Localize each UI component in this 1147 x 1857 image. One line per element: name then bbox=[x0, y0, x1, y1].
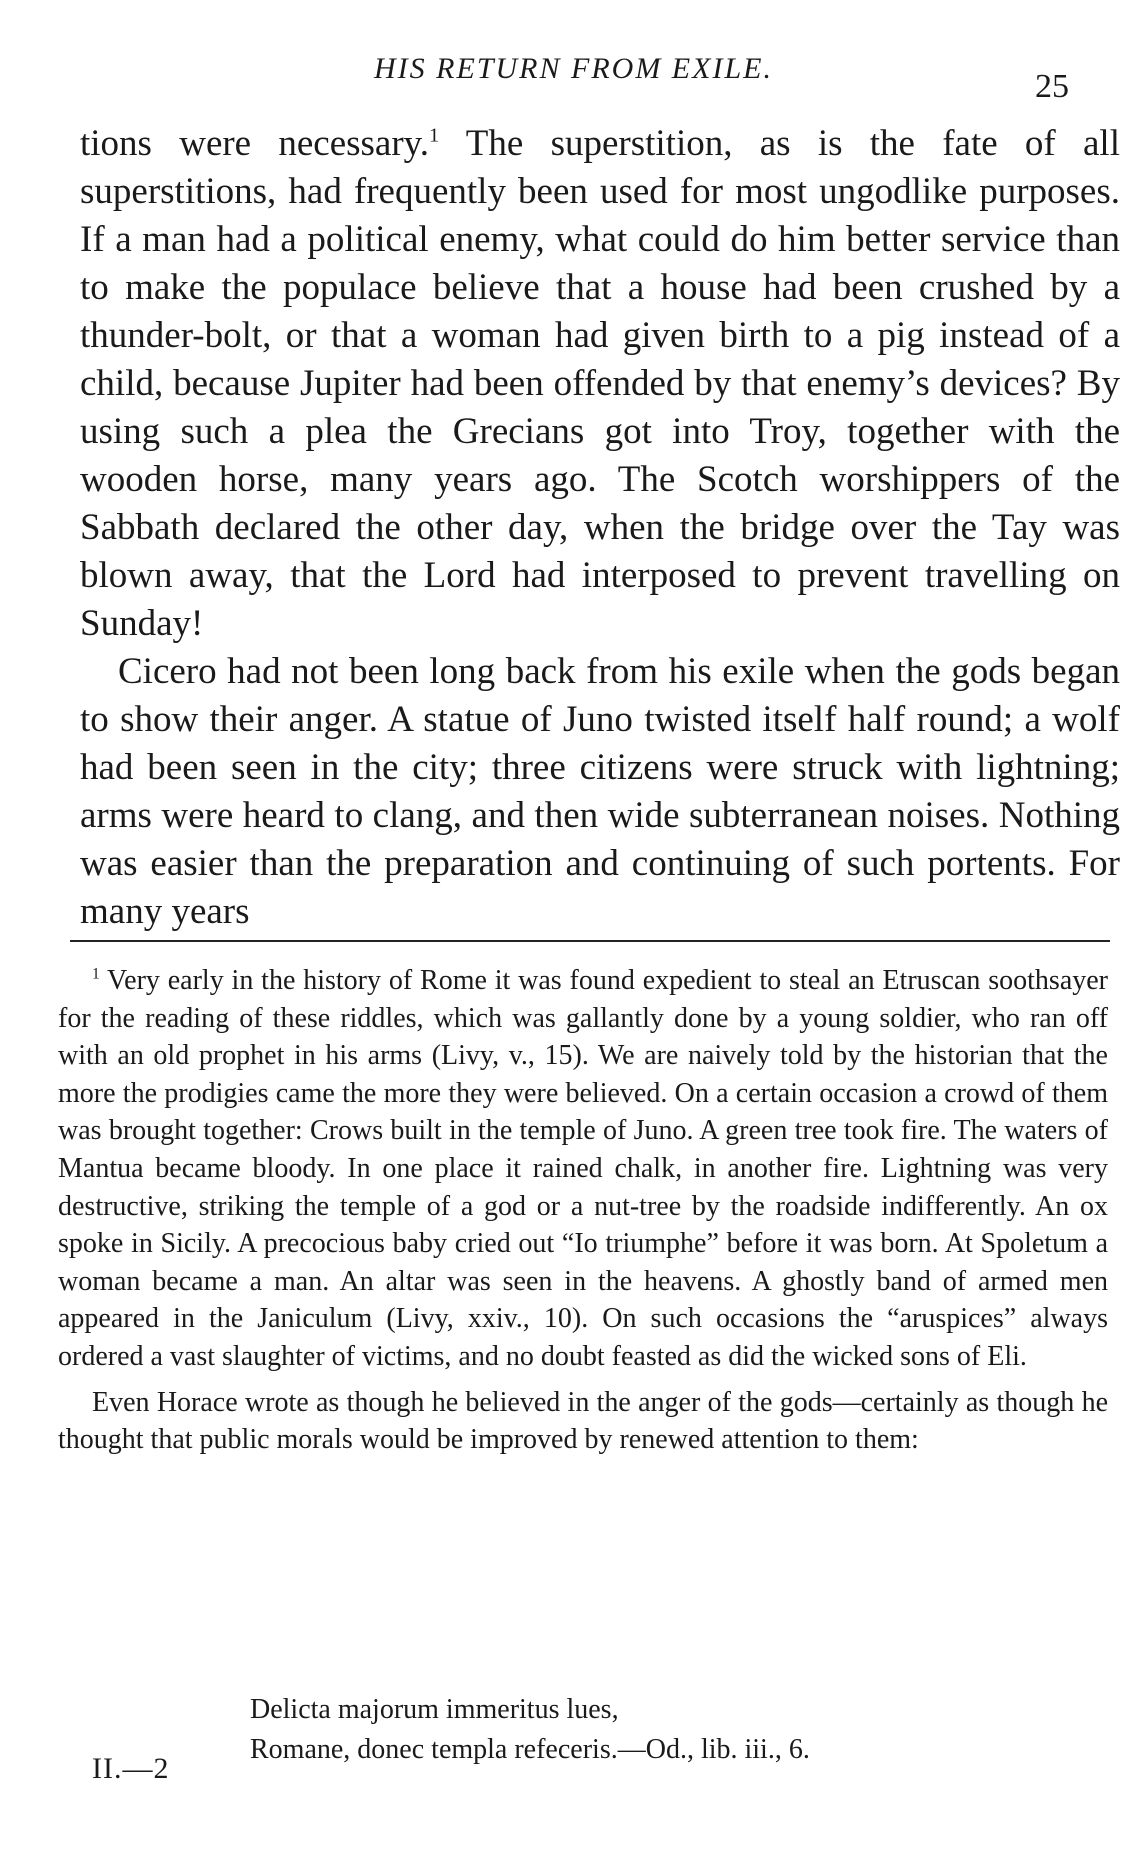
paragraph-1-rest: The superstition, as is the fate of all superstitions, had frequently been used for most ungodlike purposes. If a man had a political enemy, what could do him better service than to make the populace believe that a house had been crushed by a thunder-bolt, or that a woman had given birth to a pig instead of a child, because Jupiter had been offended by that enemy’s devices? By using such a plea the Grecians got into Troy, together with the wooden horse, many years ago. The Scotch worshippers of the Sabbath declared the other day, when the bridge over the Tay was blown away, that the Lord had interposed to prevent travelling on Sunday! bbox=[80, 123, 1120, 644]
verse-line-1: Delicta majorum immeritus lues, bbox=[250, 1694, 619, 1725]
page-number: 25 bbox=[1035, 68, 1069, 105]
footnote-text: Very early in the history of Rome it was found expedient to steal an Etruscan soothsayer for the reading of these riddles, which was gallantly done by a young soldier, who ran off with an old prophet in his arms (Livy, v., 15). We are naively told by the historian that the more the prodigies came the more they were believed. On a certain occasion a crowd of them was brought together: Crows built in the temple of Juno. A green tree took fire. The waters of Mantua became bloody. In one place it rained chalk, in another fire. Lightning was very destructive, striking the temple of a god or a nut-tree by the roadside indifferently. An ox spoke in Sicily. A precocious baby cried out “Io triumphe” before it was born. At Spoletum a woman became a man. An altar was seen in the heavens. A ghostly band of armed men appeared in the Janiculum (Livy, xxiv., 10). On such occasions the “aruspices” always ordered a vast slaughter of victims, and no doubt feasted as did the wicked sons of Eli. bbox=[58, 965, 1108, 1372]
footnote-marker: 1 bbox=[92, 965, 100, 983]
paragraph-1 bbox=[80, 120, 1120, 648]
verse-quotation bbox=[250, 1690, 810, 1770]
footnote bbox=[58, 962, 1108, 1459]
footnote-reference: 1 bbox=[429, 124, 440, 147]
main-text bbox=[80, 120, 1120, 936]
footnote-continuation: Even Horace wrote as though he believed in the anger of the gods—certainly as though he thought that public morals would be improved by renewed attention to them: bbox=[58, 1386, 1108, 1456]
paragraph-2: Cicero had not been long back from his exile when the gods began to show their anger. A statue of Juno twisted itself half round; a wolf had been seen in the city; three citizens were struck with lightning; arms were heard to clang, and then wide subterranean noises. Nothing was easier than the preparation and continuing of such portents. For many years bbox=[80, 651, 1120, 932]
footnote-body bbox=[58, 962, 1108, 1376]
running-title: HIS RETURN FROM EXILE. bbox=[374, 52, 773, 85]
signature-mark: II.—2 bbox=[92, 1752, 170, 1785]
paragraph-1-start: tions were necessary. bbox=[80, 123, 430, 164]
verse-line-2: Romane, donec templa refeceris.—Od., lib. iii., 6. bbox=[250, 1734, 810, 1765]
footnote-divider bbox=[70, 940, 1110, 942]
